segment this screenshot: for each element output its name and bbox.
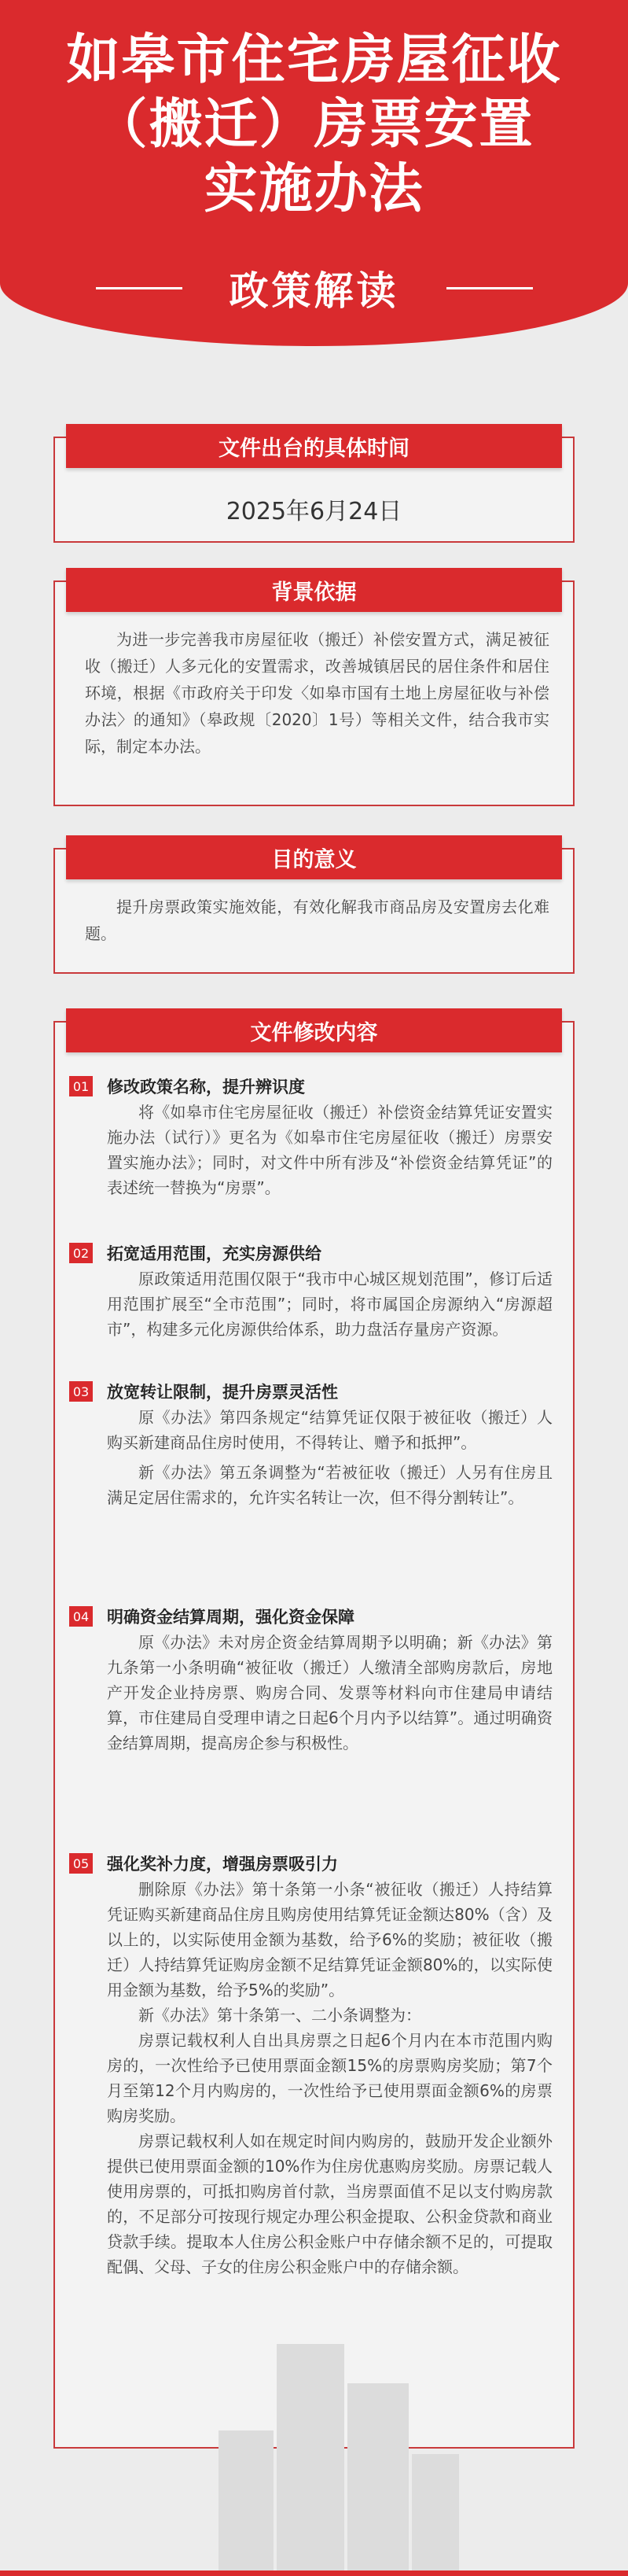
item-paragraph: 原政策适用范围仅限于“我市中心城区规划范围”，修订后适用范围扩展至“全市范围”；同时，将市属国企房源纳入“房源超市”，构建多元化房源供给体系，助力盘活存量房产资源。 bbox=[107, 1270, 553, 1339]
item-title: 放宽转让限制，提升房票灵活性 bbox=[107, 1383, 338, 1402]
change-item-1 bbox=[69, 1074, 553, 1200]
item-paragraph: 新《办法》第十条第一、二小条调整为： bbox=[138, 2006, 421, 2025]
change-item-4 bbox=[69, 1605, 553, 1756]
title-line-2: （搬迁）房票安置 bbox=[94, 94, 534, 156]
item-number-badge: 02 bbox=[69, 1243, 93, 1263]
footer-bar bbox=[0, 2570, 628, 2576]
item-number-badge: 01 bbox=[69, 1076, 93, 1096]
item-title: 修改政策名称，提升辨识度 bbox=[107, 1078, 305, 1096]
item-paragraph: 房票记载权利人自出具房票之日起6个月内在本市范围内购房的，一次性给予已使用票面金额15%的房票购房奖励；第7个月至第12个月内购房的，一次性给予已使用票面金额6%的房票购房奖励。 bbox=[107, 2031, 553, 2125]
building-shape bbox=[219, 2430, 274, 2570]
item-paragraph: 将《如皋市住宅房屋征收（搬迁）补偿资金结算凭证安置实施办法（试行）》更名为《如皋市住宅房屋征收（搬迁）房票安置实施办法》；同时，对文件中所有涉及“补偿资金结算凭证”的表述统一替换为“房票”。 bbox=[107, 1103, 553, 1197]
item-paragraph: 原《办法》未对房企资金结算周期予以明确；新《办法》第九条第一小条明确“被征收（搬迁）人缴清全部购房款后，房地产开发企业持房票、购房合同、发票等材料向市住建局申请结算，市住建局自受理申请之日起6个月内予以结算”。通过明确资金结算周期，提高房企参与积极性。 bbox=[107, 1633, 553, 1752]
change-item-3 bbox=[69, 1380, 553, 1510]
page-subtitle: 政策解读 bbox=[229, 268, 399, 314]
item-title: 强化奖补力度，增强房票吸引力 bbox=[107, 1855, 338, 1874]
item-body bbox=[107, 1100, 553, 1200]
item-body bbox=[107, 1630, 553, 1756]
purpose-card bbox=[53, 848, 575, 974]
item-number-badge: 03 bbox=[69, 1381, 93, 1402]
building-shape bbox=[412, 2454, 459, 2570]
divider-right bbox=[446, 287, 533, 289]
background-text: 为进一步完善我市房屋征收（搬迁）补偿安置方式，满足被征收（搬迁）人多元化的安置需求，改善城镇居民的居住条件和居住环境，根据《市政府关于印发〈如皋市国有土地上房屋征收与补偿办法〉的通知》（皋政规〔2020〕1号）等相关文件，结合我市实际，制定本办法。 bbox=[85, 630, 549, 756]
date-value: 2025年6月24日 bbox=[226, 498, 402, 525]
building-shape bbox=[347, 2383, 409, 2570]
item-title: 拓宽适用范围，充实房源供给 bbox=[107, 1244, 321, 1263]
date-card bbox=[53, 437, 575, 543]
item-body bbox=[107, 1405, 553, 1510]
subtitle-row bbox=[0, 260, 628, 316]
background-card bbox=[53, 580, 575, 806]
item-body bbox=[107, 1877, 553, 2279]
item-paragraph: 房票记载权利人如在规定时间内购房的，鼓励开发企业额外提供已使用票面金额的10%作为住房优惠购房奖励。房票记载人使用房票的，可抵扣购房首付款，当房票面值不足以支付购房款的，不足部分可按现行规定办理公积金提取、公积金贷款和商业贷款手续。提取本人住房公积金账户中存储余额不足的，可提取配偶、父母、子女的住房公积金账户中的存储余额。 bbox=[107, 2132, 553, 2276]
change-item-2 bbox=[69, 1241, 553, 1342]
date-heading: 文件出台的具体时间 bbox=[66, 424, 562, 468]
item-paragraph: 删除原《办法》第十条第一小条“被征收（搬迁）人持结算凭证购买新建商品住房且购房使用结算凭证金额达80%（含）及以上的，以实际使用金额为基数，给予6%的奖励；被征收（搬迁）人持结算凭证购房金额不足结算凭证金额80%的，以实际使用金额为基数，给予5%的奖励”。 bbox=[107, 1880, 553, 1999]
change-item-5 bbox=[69, 1852, 553, 2279]
changes-card bbox=[53, 1021, 575, 2449]
building-shape bbox=[277, 2344, 344, 2570]
item-paragraph: 原《办法》第四条规定“结算凭证仅限于被征收（搬迁）人购买新建商品住房时使用，不得转让、赠予和抵押”。 bbox=[107, 1408, 553, 1452]
purpose-heading: 目的意义 bbox=[66, 835, 562, 879]
purpose-text: 提升房票政策实施效能，有效化解我市商品房及安置房去化难题。 bbox=[85, 897, 549, 943]
changes-heading: 文件修改内容 bbox=[66, 1008, 562, 1052]
item-title: 明确资金结算周期，强化资金保障 bbox=[107, 1608, 354, 1627]
hero-banner bbox=[0, 0, 628, 346]
title-line-1: 如皋市住宅房屋征收 bbox=[66, 29, 562, 91]
item-body bbox=[107, 1266, 553, 1342]
page-title bbox=[0, 0, 628, 222]
item-number-badge: 04 bbox=[69, 1606, 93, 1627]
background-heading: 背景依据 bbox=[66, 568, 562, 612]
divider-left bbox=[96, 287, 182, 289]
title-line-3: 实施办法 bbox=[204, 158, 424, 220]
item-paragraph: 新《办法》第五条调整为“若被征收（搬迁）人另有住房且满足定居住需求的，允许实名转让一次，但不得分割转让”。 bbox=[107, 1463, 553, 1507]
item-number-badge: 05 bbox=[69, 1853, 93, 1874]
